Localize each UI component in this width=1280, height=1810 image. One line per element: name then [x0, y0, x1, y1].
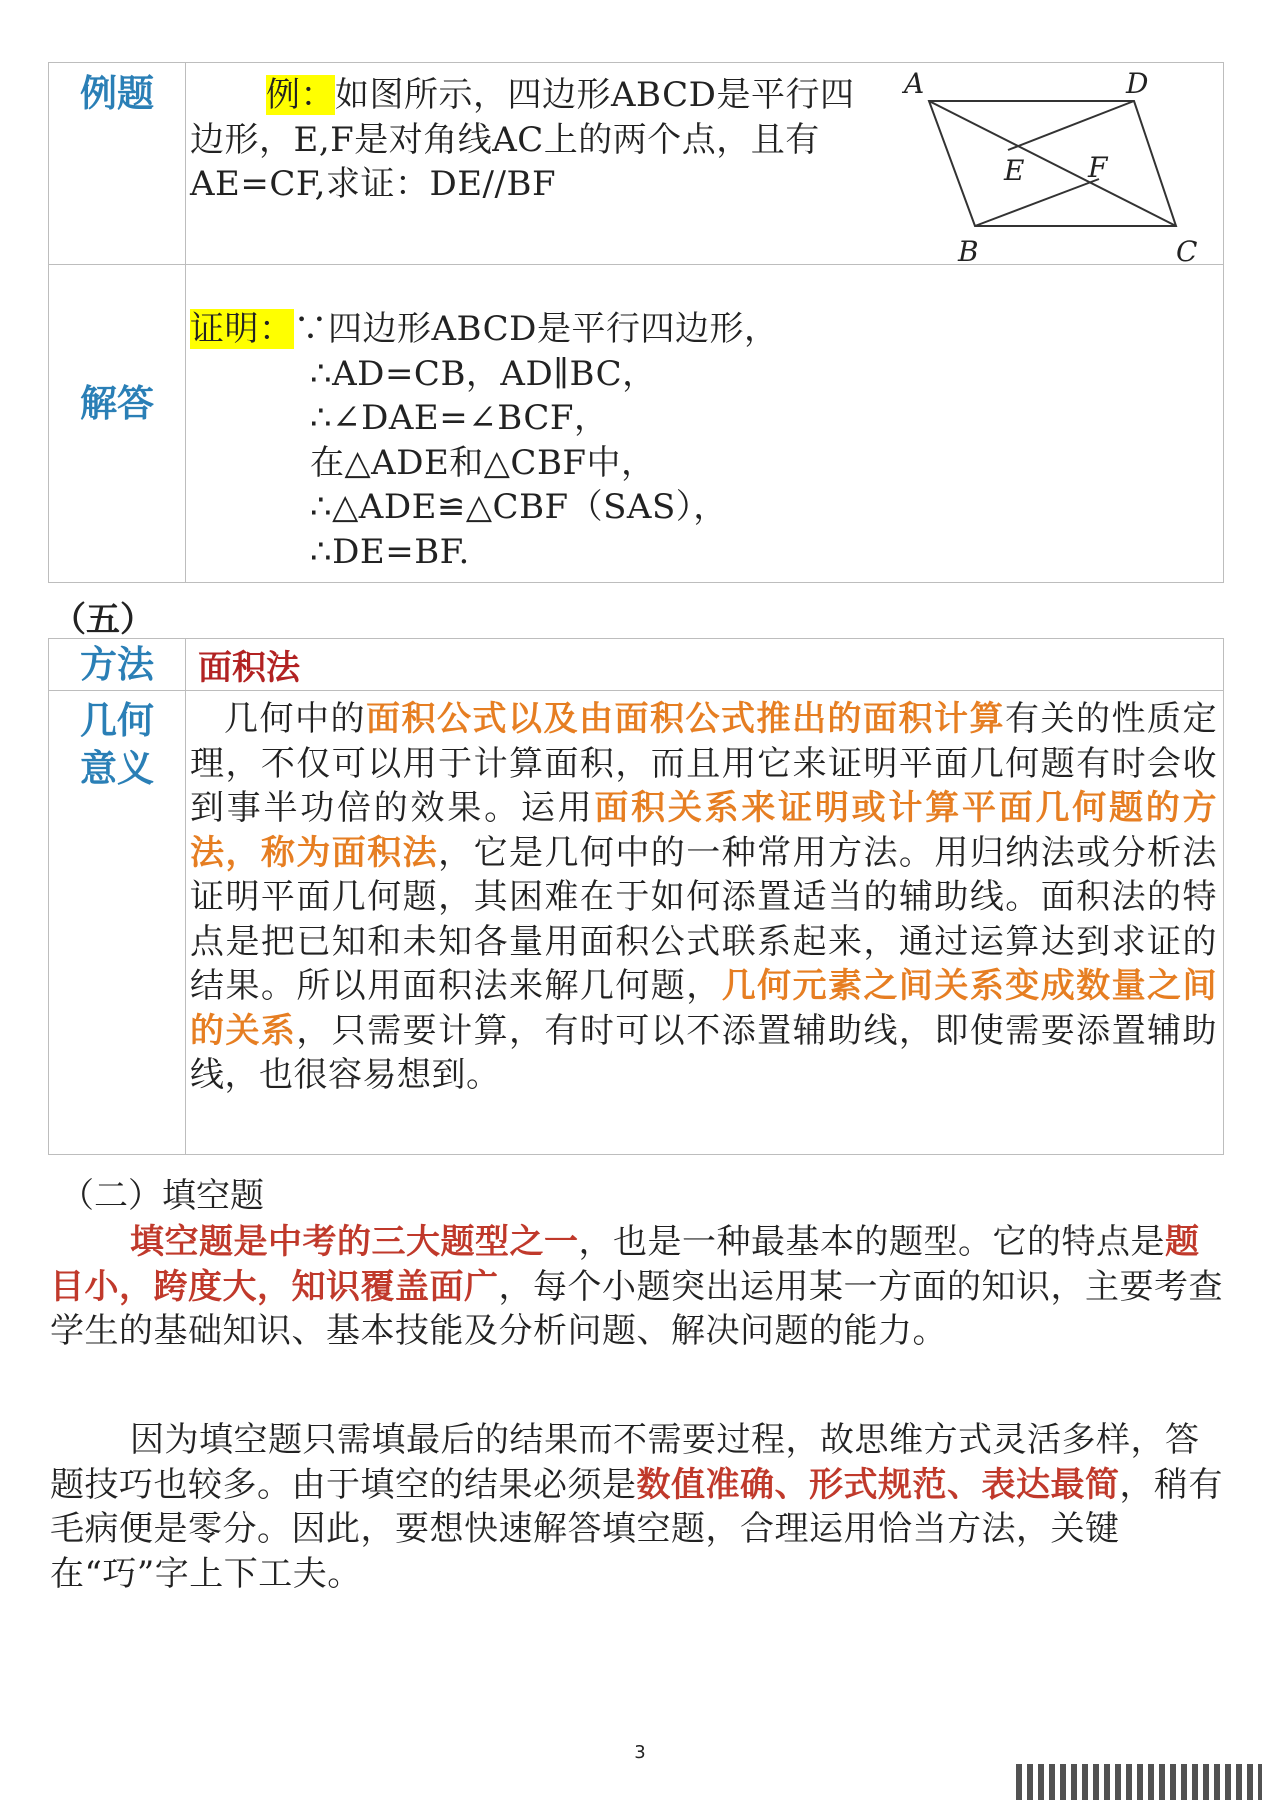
answer-content-cell	[186, 265, 1224, 583]
example-table	[48, 62, 1224, 583]
segment-DE	[1008, 101, 1134, 150]
highlight-definition: 面积关系来证明或计算平面几何题的方法，称为面积法	[190, 788, 1218, 873]
answer-label-cell	[49, 265, 186, 583]
page-number: 3	[634, 1742, 646, 1763]
proof-line: ∴DE=BF.	[310, 531, 470, 572]
meaning-label-cell	[49, 691, 186, 1155]
parallelogram-figure	[876, 65, 1216, 265]
example-label: 例题	[80, 72, 154, 115]
meaning-text: 几何中的面积公式以及由面积公式推出的面积计算有关的性质定理，不仅可以用于计算面积，而且用它来证明平面几何题有时会收到事半功倍的效果。运用面积关系来证明或计算平面几何题的方法，称为面积法，它是几何中的一种常用方法。用归纳法或分析法证明平面几何题，其困难在于如何添置适当的辅助线。面积法的特点是把已知和未知各量用面积公式联系起来，通过运算达到求证的结果。所以用面积法来解几何题，几何元素之间关系变成数量之间的关系，只需要计算，有时可以不添置辅助线，即使需要添置辅助线，也很容易想到。	[190, 699, 1218, 1095]
method-label: 方法	[80, 642, 154, 686]
proof-tag: 证明：	[190, 309, 294, 349]
example-text	[190, 73, 880, 207]
diagonal-AC	[929, 101, 1176, 226]
proof	[190, 307, 778, 574]
vertex-A-label: A	[904, 67, 925, 100]
method-value: 面积法	[198, 648, 300, 688]
proof-line: 证明：∵四边形ABCD是平行四边形，	[190, 309, 779, 349]
method-table	[48, 638, 1224, 1155]
fill-paragraph-2: 因为填空题只需填最后的结果而不需要过程，故思维方式灵活多样，答题技巧也较多。由于填空的结果必须是数值准确、形式规范、表达最简，稍有毛病便是零分。因此，要想快速解答填空题，合理运用恰当方法，关键在“巧”字上下工夫。	[50, 1420, 1223, 1594]
meaning-content-cell	[186, 691, 1224, 1155]
vertex-B-label: B	[958, 235, 979, 265]
fill-heading: （二）填空题	[60, 1176, 264, 1216]
method-label-cell	[49, 639, 186, 691]
point-F-label: F	[1088, 151, 1108, 184]
answer-label: 解答	[80, 381, 154, 425]
example-tag: 例：	[266, 75, 335, 115]
proof-line: ∴∠DAE=∠BCF，	[310, 398, 609, 438]
example-statement: 如图所示，四边形ABCD是平行四边形，E,F是对角线AC上的两个点，且有AE=CF,求证：DE//BF	[190, 75, 855, 204]
method-value-cell	[186, 639, 1224, 691]
proof-line: 在△ADE和△CBF中，	[310, 442, 656, 483]
meaning-label: 几何意义	[80, 699, 154, 790]
watermark-logo	[1016, 1764, 1262, 1800]
highlight-relation: 几何元素之间关系变成数量之间的关系	[190, 966, 1218, 1051]
example-content-cell	[186, 63, 1224, 265]
proof-line: ∴△ADE≌△CBF（SAS），	[310, 487, 728, 527]
example-label-cell	[49, 63, 186, 265]
fill-paragraph-1: 填空题是中考的三大题型之一，也是一种最基本的题型。它的特点是题目小，跨度大，知识覆盖面广，每个小题突出运用某一方面的知识，主要考查学生的基础知识、基本技能及分析问题、解决问题的能力。	[50, 1222, 1223, 1351]
segment-BF	[975, 179, 1099, 226]
section-heading: （五）	[52, 600, 154, 640]
highlight-formula: 面积公式以及由面积公式推出的面积计算	[366, 699, 1005, 739]
proof-line: ∴AD=CB，AD∥BC，	[310, 353, 657, 394]
vertex-D-label: D	[1126, 67, 1149, 100]
point-E-label: E	[1004, 154, 1025, 187]
vertex-C-label: C	[1176, 235, 1198, 265]
